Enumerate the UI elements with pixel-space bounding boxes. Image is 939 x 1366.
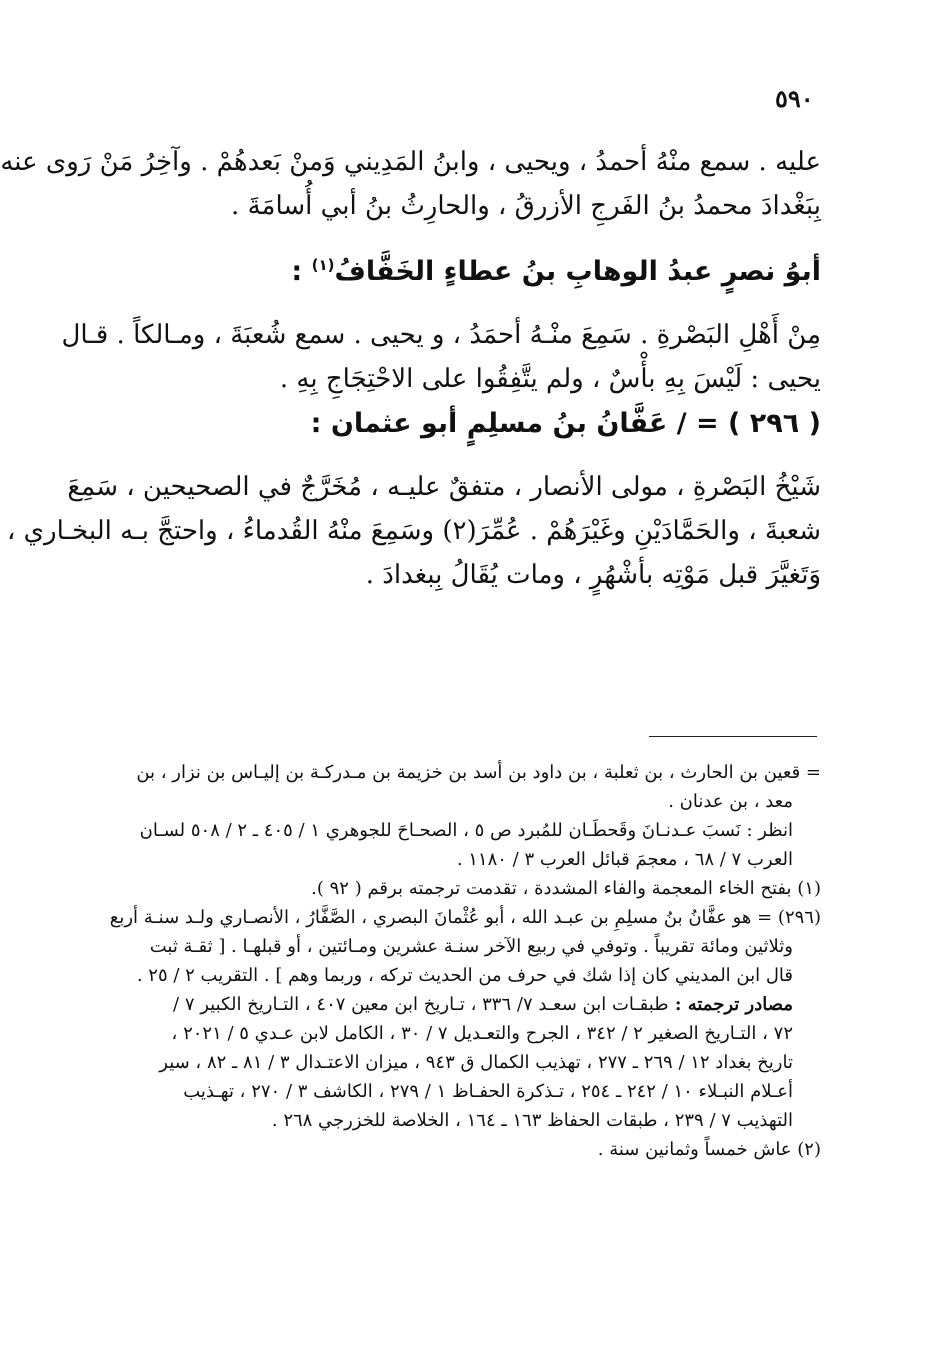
footnote-line: قال ابن المديني كان إذا شك في حرف من الحديث تركه ، وربما وهم ] . التقريب ٢ / ٢٥ . bbox=[136, 965, 793, 986]
page-number: ٥٩٠ bbox=[775, 84, 814, 113]
footnote-ref: (١) bbox=[311, 256, 335, 274]
footnote-line bbox=[119, 990, 821, 1019]
footnote-line: انظر : نَسبَ عـدنـانَ وقَحطَـان للمُبرد ص ٥ ، الصحـاحَ للجوهري ١ / ٤٠٥ ـ ٢ / ٥٠٨ لسـان bbox=[139, 820, 793, 841]
footnote-separator bbox=[649, 736, 817, 737]
entry-heading bbox=[121, 242, 821, 295]
text-line: يحيى : لَيْسَ بِهِ بأْسٌ ، ولم يتَّفِقُوا على الاحْتِجَاجِ بِهِ . bbox=[279, 364, 821, 394]
text-line: شَيْخُ البَصْرةِ ، مولى الأنصار ، متفقٌ عليـه ، مُخَرَّجٌ في الصحيحين ، سَمِعَ bbox=[67, 472, 821, 502]
footnote-line: التهذيب ٧ / ٢٣٩ ، طبقات الحفاظ ١٦٣ ـ ١٦٤ ، الخلاصة للخزرجي ٢٦٨ . bbox=[271, 1110, 793, 1131]
text-line: عليه . سمع منْهُ أحمدُ ، ويحيى ، وابنُ المَدِيني وَمنْ بَعدهُمْ . وآخِرُ مَنْ رَوى عنه bbox=[0, 147, 821, 177]
sources-label: مصادر ترجمته : bbox=[668, 994, 793, 1015]
main-text bbox=[0, 140, 821, 597]
entry-heading-text: أبوُ نصرٍ عبدُ الوهابِ بنُ عطاءٍ الخَفَّافُ bbox=[334, 256, 821, 287]
footnote-line: ٧٢ ، التـاريخ الصغير ٢ / ٣٤٢ ، الجرح والتعـديل ٧ / ٣٠ ، الكامل لابن عـدي ٥ / ٢٠٢١ ، bbox=[171, 1023, 793, 1044]
text-line: بِبَغْدادَ محمدُ بنُ الفَرجِ الأزرقُ ، والحارِثُ بنُ أبي أُسامَةَ . bbox=[231, 191, 821, 221]
footnote-line: العرب ٧ / ٦٨ ، معجمَ قبائل العرب ٣ / ١١٨٠ . bbox=[456, 849, 793, 870]
text-line: شعبةَ ، والحَمَّادَيْنِ وغَيْرَهُمْ . عُمِّرَ(٢) وسَمِعَ منْهُ القُدماءُ ، واحتجَّ بـه البخـاري ، bbox=[7, 516, 821, 546]
footnote-line: = قعين بن الحارث ، بن ثعلبة ، بن داود بن أسد بن خزيمة بن مـدركـة بن إليـاس بن نزار ، بن bbox=[136, 762, 821, 783]
entry-heading-colon: : bbox=[291, 256, 312, 287]
footnote-1: (١) بفتح الخاء المعجمة والفاء المشددة ، تقدمت ترجمته برقم ( ٩٢ ). bbox=[311, 878, 821, 899]
footnote-2: (٢) عاش خمساً وثمانين سنة . bbox=[597, 1139, 821, 1160]
sources-text: طبقـات ابن سعـد ٧/ ٣٣٦ ، تـاريخ ابن معين ٤٠٧ ، التـاريخ الكبير ٧ / bbox=[173, 994, 669, 1015]
footnotes bbox=[109, 758, 821, 1164]
footnote-line: تاريخ بغداد ١٢ / ٢٦٩ ـ ٢٧٧ ، تهذيب الكمال ق ٩٤٣ ، ميزان الاعتـدال ٣ / ٨١ ـ ٨٢ ، سير bbox=[159, 1052, 793, 1073]
footnote-line: معد ، بن عدنان . bbox=[668, 791, 793, 812]
footnote-296: (٢٩٦) = هو عفَّانُ بنُ مسلِمِ بن عبـد الله ، أبو عُثْمانَ البصري ، الصَّفَّارُ ، الأنصـاري ولـد سنـة أربع bbox=[109, 907, 821, 928]
footnote-line: أعـلام النبـلاء ١٠ / ٢٤٢ ـ ٢٥٤ ، تـذكرة الحفـاظ ١ / ٢٧٩ ، الكاشف ٣ / ٢٧٠ ، تهـذيب bbox=[183, 1081, 793, 1102]
text-line: وَتَغيَّرَ قبل مَوْتِه بأشْهُرٍ ، ومات يُقَالُ بِبغدادَ . bbox=[365, 560, 821, 590]
text-line: مِنْ أَهْلِ البَصْرةِ . سَمِعَ منْـهُ أحمَدُ ، و يحيى . سمع شُعبَةَ ، ومـالكاً . قـال bbox=[61, 320, 821, 350]
entry-heading: ( ٢٩٦ ) = / عَفَّانُ بنُ مسلِمٍ أبو عثمان : bbox=[310, 408, 821, 439]
footnote-line: وثلاثين ومائة تقريباً . وتوفي في ربيع الآخر سنـة عشرين ومـائتين ، أو قبلهـا . [ ثقـة ثبت bbox=[149, 936, 793, 957]
